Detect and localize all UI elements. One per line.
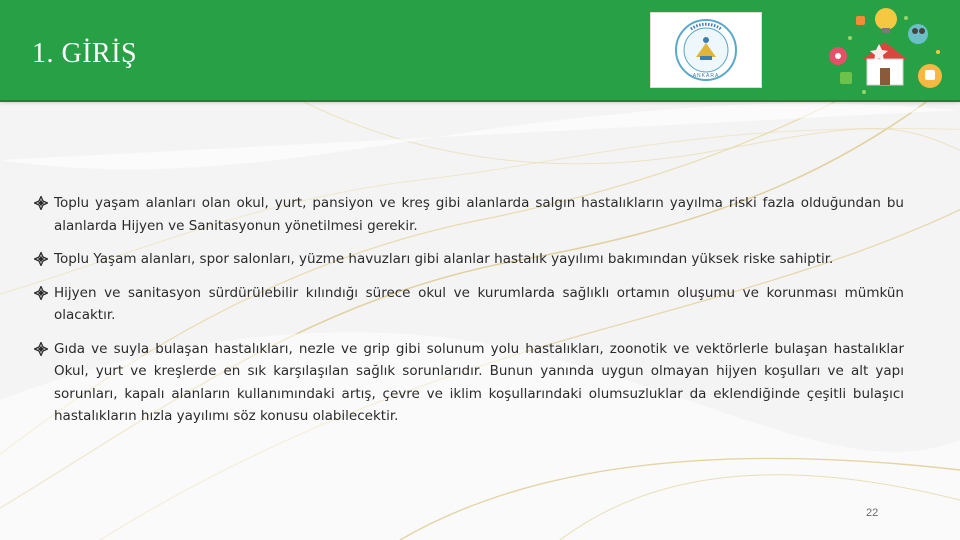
diamond-bullet-icon bbox=[34, 196, 48, 210]
cup-icon bbox=[918, 64, 942, 88]
house-icon bbox=[862, 42, 908, 85]
organization-logo bbox=[650, 12, 762, 88]
hygiene-illustration bbox=[820, 4, 950, 98]
bullet-item bbox=[34, 192, 904, 237]
slide-title: 1. GİRİŞ bbox=[32, 38, 138, 69]
page-number: 22 bbox=[866, 507, 879, 519]
diamond-bullet-icon bbox=[34, 252, 48, 266]
header-bar bbox=[0, 0, 960, 100]
bullet-text: Toplu yaşam alanları olan okul, yurt, pansiyon ve kreş gibi alanlarda salgın hastalıkların yayılma riski fazla olduğundan bu alanlarda Hijyen ve Sanitasyonun yönetilmesi gerekir. bbox=[54, 195, 904, 234]
bullet-list bbox=[34, 192, 904, 439]
header-divider bbox=[0, 100, 960, 102]
bullet-item bbox=[34, 282, 904, 327]
bullet-item bbox=[34, 248, 904, 271]
lightbulb-icon bbox=[875, 8, 897, 33]
diamond-bullet-icon bbox=[34, 342, 48, 356]
map-pin-icon bbox=[829, 47, 847, 65]
seal-text: ANKARA bbox=[692, 73, 720, 79]
bullet-text: Toplu Yaşam alanları, spor salonları, yüzme havuzları gibi alanlar hastalık yayılımı bakımından yüksek riske sahiptir. bbox=[54, 251, 834, 267]
bullet-text: Hijyen ve sanitasyon sürdürülebilir kılındığı sürece okul ve kurumlarda sağlıklı ortamın oluşumu ve korunması mümkün olacaktır. bbox=[54, 284, 904, 323]
diamond-bullet-icon bbox=[34, 286, 48, 300]
bullet-text: Gıda ve suyla bulaşan hastalıkları, nezle ve grip gibi solunum yolu hastalıkları, zoonotik ve vektörlerle bulaşan hastalıklar Okul, yurt ve kreşlerde en sık karşılaşılan sağlık sorunlarıdır. Bunun yanında uygun olmayan hijyen koşulları ve alt yapı sorunları, kapalı alanların kullanımındaki artış, çevre ve iklim koşullarındaki olumsuzluklar da eklendiğinde çeşitli bulaşıcı hastalıkların hızla yayılımı söz konusu olabilecektir. bbox=[54, 340, 904, 424]
people-icon bbox=[908, 24, 928, 44]
bullet-item bbox=[34, 338, 904, 428]
